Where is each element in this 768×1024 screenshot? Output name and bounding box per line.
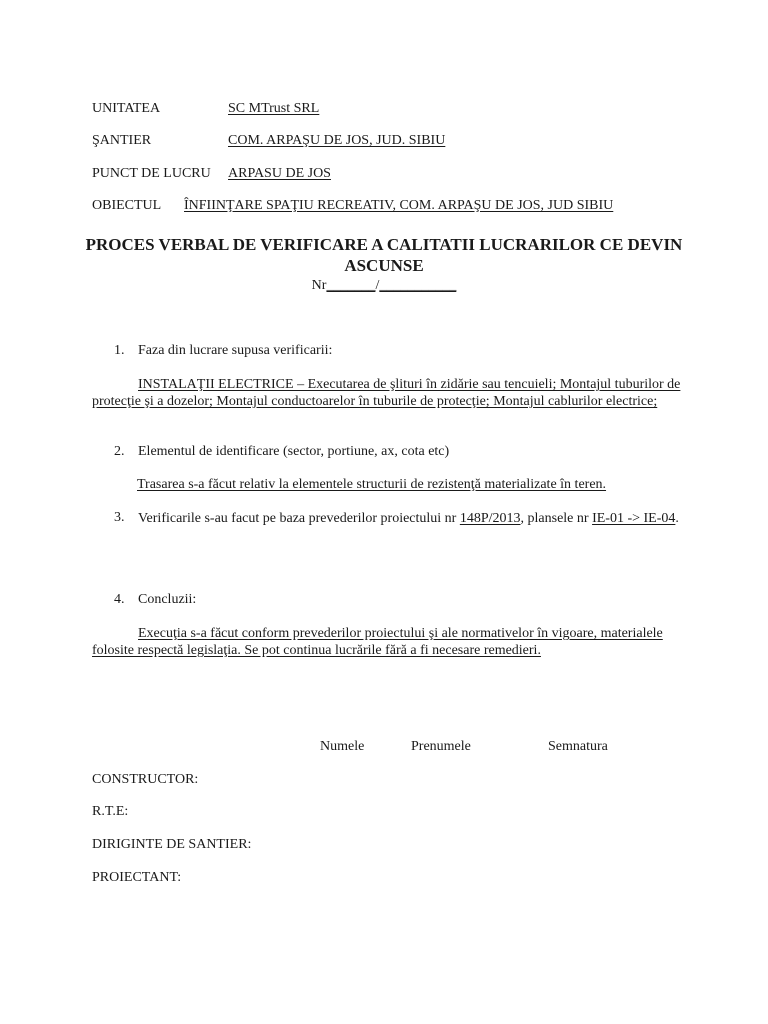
- header-label-punct-de-lucru: PUNCT DE LUCRU: [92, 166, 211, 181]
- nr-prefix: Nr: [311, 278, 327, 293]
- item-3-pre: Verificarile s-au facut pe baza prevederilor proiectului nr: [138, 511, 460, 526]
- item-3-mid: , plansele nr: [520, 511, 593, 526]
- header-value-obiectul: ÎNFIINŢARE SPAŢIU RECREATIV, COM. ARPAŞU DE JOS, JUD SIBIU: [184, 198, 614, 213]
- item-1-number: 1.: [114, 343, 125, 358]
- item-2-text: Elementul de identificare (sector, portiune, ax, cota etc): [138, 444, 450, 459]
- item-3-post: .: [675, 511, 679, 526]
- column-header-numele: Numele: [320, 739, 365, 754]
- project-number: 148P/2013: [459, 511, 521, 526]
- nr-separator: /: [375, 278, 380, 293]
- plans-range: IE-01 -> IE-04: [592, 511, 676, 526]
- document-number-line: [0, 278, 768, 294]
- item-3-number: 3.: [114, 510, 125, 525]
- item-2-detail: Trasarea s-a făcut relativ la elementele structurii de rezistenţă materializate în teren.: [137, 477, 607, 492]
- header-value-unitatea: SC MTrust SRL: [228, 101, 320, 116]
- item-1-detail: INSTALAŢII ELECTRICE – Executarea de şlituri în zidărie sau tencuieli; Montajul tuburilor de protecţie şi a dozelor; Montajul conductoarelor în tuburile de protecţie; Montajul cablurilor electrice;: [92, 377, 681, 409]
- header-label-unitatea: UNITATEA: [92, 101, 161, 116]
- column-header-prenumele: Prenumele: [411, 739, 471, 754]
- nr-blank-number: _______: [326, 278, 376, 293]
- nr-blank-date: ___________: [379, 278, 457, 293]
- role-rte: R.T.E:: [92, 804, 129, 819]
- item-4-detail: Execuţia s-a făcut conform prevederilor proiectului şi ale normativelor în vigoare, materialele folosite respectă legislaţia. Se pot continua lucrările fără a fi necesare remedieri.: [92, 626, 663, 658]
- header-label-santier: ŞANTIER: [92, 133, 152, 148]
- document-title: PROCES VERBAL DE VERIFICARE A CALITATII LUCRARILOR CE DEVIN ASCUNSE: [85, 235, 683, 275]
- role-constructor: CONSTRUCTOR:: [92, 772, 199, 787]
- role-diriginte-de-santier: DIRIGINTE DE SANTIER:: [92, 837, 252, 852]
- header-label-obiectul: OBIECTUL: [92, 198, 162, 213]
- item-4-number: 4.: [114, 592, 125, 607]
- role-proiectant: PROIECTANT:: [92, 870, 182, 885]
- column-header-semnatura: Semnatura: [548, 739, 608, 754]
- header-value-santier: COM. ARPAŞU DE JOS, JUD. SIBIU: [228, 133, 446, 148]
- item-4-text: Concluzii:: [138, 592, 197, 607]
- header-value-punct-de-lucru: ARPASU DE JOS: [228, 166, 331, 181]
- item-1-text: Faza din lucrare supusa verificarii:: [138, 343, 333, 358]
- item-2-number: 2.: [114, 444, 125, 459]
- item-3-text: [138, 510, 686, 527]
